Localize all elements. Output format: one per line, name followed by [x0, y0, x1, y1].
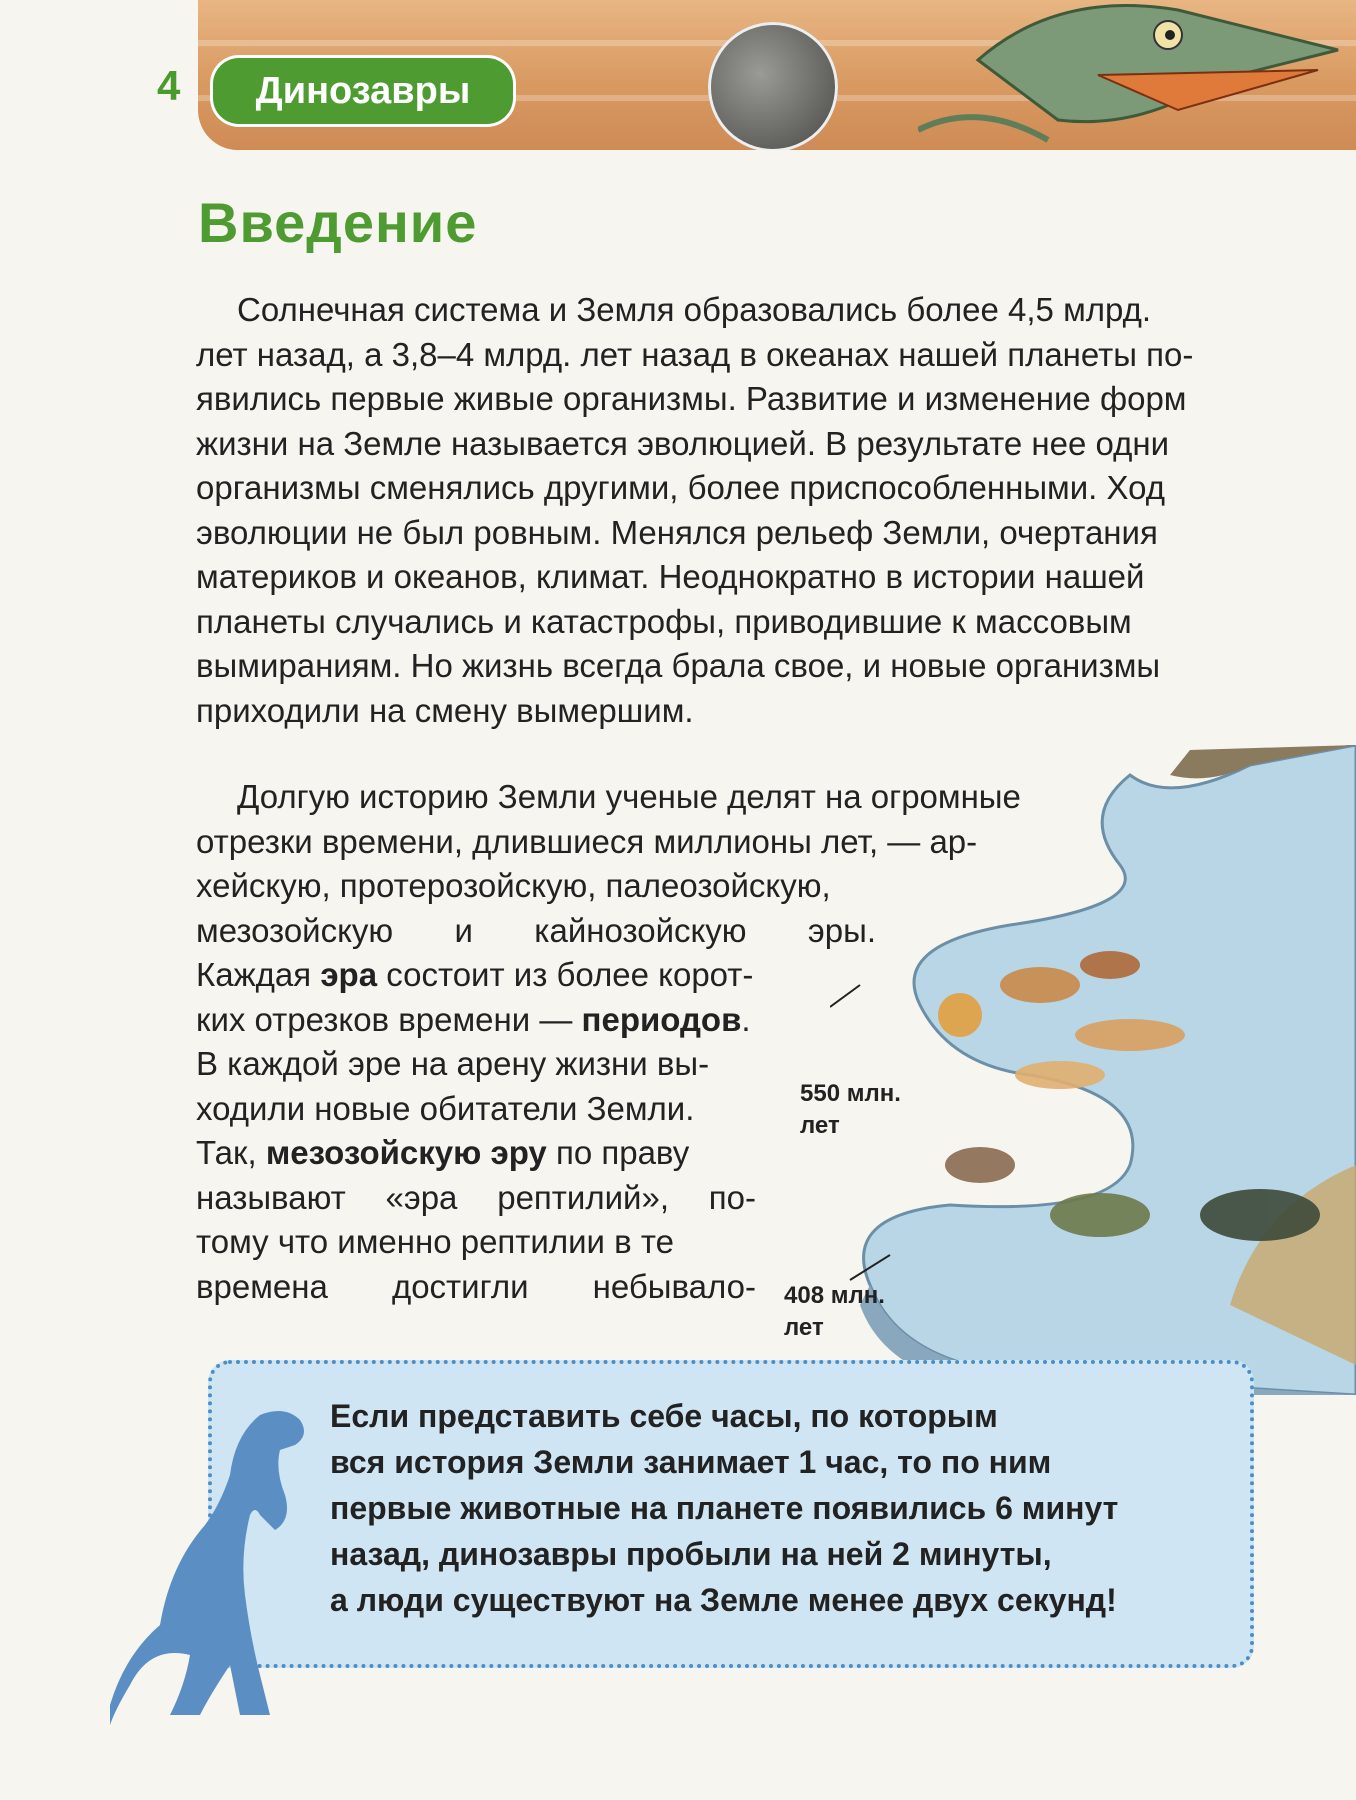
text-line: времена достигли небывало-	[196, 1267, 756, 1305]
text-line: организмы сменялись другими, более приспособленными. Ход	[196, 469, 1166, 506]
text-line: Солнечная система и Земля образовались более 4,5 млрд.	[237, 291, 1152, 328]
fossil-ammonite-icon	[708, 22, 838, 150]
eras-paragraph	[196, 775, 1076, 1309]
text-line: тому что именно рептилии в те	[196, 1223, 674, 1260]
page-title: Введение	[198, 191, 478, 254]
text-line: В каждой эре на арену жизни вы-	[196, 1045, 710, 1082]
text-line: отрезки времени, длившиеся миллионы лет, — ар-	[196, 822, 978, 860]
text-line: а люди существуют на Земле менее двух секунд!	[330, 1582, 1117, 1618]
text-line	[196, 1131, 1076, 1176]
text-line: явились первые живые организмы. Развитие и изменение форм	[196, 380, 1187, 417]
text-line: планеты случались и катастрофы, приводившие к массовым	[196, 602, 1132, 640]
intro-paragraph	[196, 288, 1196, 733]
timeline-label-value: 408 млн.	[784, 1282, 885, 1309]
timeline-label-unit: лет	[784, 1314, 824, 1341]
term-periods: периодов	[581, 1000, 742, 1038]
text-line: назад, динозавры пробыли на ней 2 минуты,	[330, 1536, 1052, 1572]
timeline-label-unit: лет	[800, 1112, 840, 1139]
term-mesozoic-era: мезозойскую эру	[265, 1134, 547, 1171]
text-run: по праву	[546, 1134, 690, 1171]
text-line: Если представить себе часы, по которым	[330, 1398, 998, 1434]
term-era: эра	[320, 956, 378, 993]
text-run: Каждая	[196, 956, 321, 993]
text-line: хейскую, протерозойскую, палеозойскую,	[196, 867, 831, 904]
fun-fact-text	[330, 1393, 1210, 1623]
text-line: приходили на смену вымершим.	[196, 691, 694, 729]
text-line: первые животные на планете появились 6 минут	[330, 1490, 1119, 1526]
text-line: называют «эра рептилий», по-	[196, 1178, 756, 1216]
timeline-label-value: 550 млн.	[800, 1080, 901, 1107]
text-line: Долгую историю Земли ученые делят на огромные	[237, 778, 1021, 815]
page-number: 4	[157, 62, 181, 109]
text-line: ходили новые обитатели Земли.	[196, 1089, 695, 1127]
dinosaur-silhouette-icon	[110, 1395, 340, 1725]
text-line: лет назад, а 3,8–4 млрд. лет назад в океанах нашей планеты по-	[196, 335, 1194, 373]
text-line: вымираниям. Но жизнь всегда брала свое, и новые организмы	[196, 647, 1161, 684]
text-run: .	[741, 1000, 751, 1038]
text-line: жизни на Земле называется эволюцией. В результате нее одни	[196, 424, 1170, 462]
text-line: эволюции не был ровным. Менялся рельеф Земли, очертания	[196, 513, 1158, 551]
text-line: вся история Земли занимает 1 час, то по ним	[330, 1444, 1052, 1480]
text-line: материков и океанов, климат. Неоднократно в истории нашей	[196, 558, 1145, 595]
text-line	[196, 998, 1076, 1043]
text-run: ких отрезков времени —	[196, 1000, 582, 1038]
text-line	[196, 953, 1076, 998]
section-label: Динозавры	[213, 58, 513, 124]
pterosaur-head-illustration	[918, 0, 1356, 150]
text-line: мезозойскую и кайнозойскую эры.	[196, 911, 876, 949]
text-run: состоит из более корот-	[377, 956, 754, 993]
text-run: Так,	[196, 1134, 266, 1171]
